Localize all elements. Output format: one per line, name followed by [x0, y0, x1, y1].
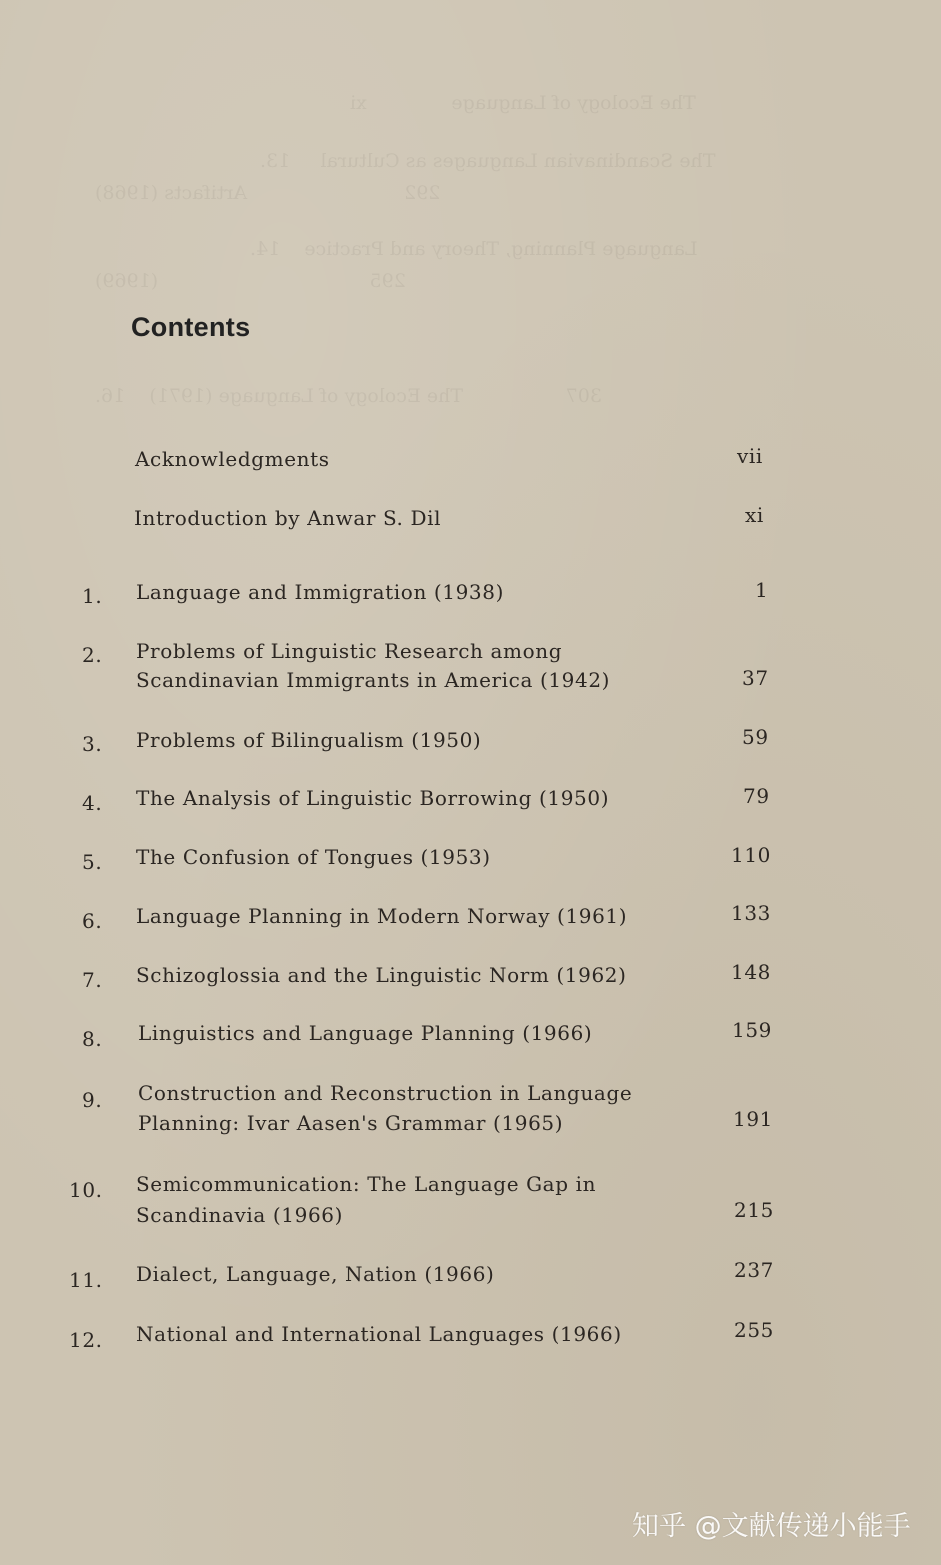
chapter-number: 3. — [82, 732, 103, 756]
chapter-number: 8. — [82, 1027, 103, 1051]
toc-page-number: 1 — [755, 578, 769, 602]
show-through-text: Language Planning, Theory and Practice 14. — [250, 238, 698, 260]
toc-entry-title: Linguistics and Language Planning (1966) — [138, 1021, 593, 1045]
toc-entry-chapter-9[interactable] — [138, 1081, 632, 1105]
toc-entry-title: Problems of Linguistic Research among — [136, 639, 563, 663]
toc-entry-chapter-9-continued — [138, 1111, 563, 1135]
toc-entry-chapter-5[interactable] — [136, 845, 491, 869]
chapter-number: 5. — [82, 850, 103, 874]
chapter-number: 6. — [82, 909, 103, 933]
toc-entry-title: Dialect, Language, Nation (1966) — [136, 1262, 495, 1286]
toc-entry-title: Scandinavian Immigrants in America (1942) — [136, 668, 611, 692]
toc-entry-chapter-2-continued — [136, 668, 610, 692]
chapter-number: 10. — [69, 1178, 103, 1202]
chapter-number: 7. — [82, 968, 103, 992]
toc-entry-title: The Analysis of Linguistic Borrowing (1950) — [136, 786, 610, 810]
toc-entry-title: Schizoglossia and the Linguistic Norm (1962) — [136, 963, 627, 987]
toc-entry-chapter-3[interactable] — [136, 728, 481, 752]
toc-page-number: 191 — [733, 1107, 773, 1131]
chapter-number: 4. — [82, 791, 103, 815]
toc-entry-chapter-12[interactable] — [136, 1322, 622, 1346]
toc-entry-title: The Confusion of Tongues (1953) — [136, 845, 491, 869]
show-through-text: 307 The Ecology of Language (1971) 16. — [95, 385, 602, 407]
toc-entry-title: Language Planning in Modern Norway (1961) — [136, 904, 628, 928]
toc-entry-title: Problems of Bilingualism (1950) — [136, 728, 482, 752]
toc-entry-title: Semicommunication: The Language Gap in — [136, 1172, 597, 1196]
toc-entry-title: Introduction by Anwar S. Dil — [134, 506, 442, 530]
toc-page-number: vii — [737, 444, 763, 468]
toc-page-number: 148 — [731, 960, 771, 984]
toc-page-number: 159 — [732, 1018, 772, 1042]
toc-page-number: 37 — [742, 666, 769, 690]
toc-entry-title: National and International Languages (1966) — [136, 1322, 622, 1346]
toc-entry-chapter-4[interactable] — [136, 786, 609, 810]
toc-entry-chapter-11[interactable] — [136, 1262, 494, 1286]
toc-entry-title: Construction and Reconstruction in Language — [138, 1081, 633, 1105]
toc-entry-title: Language and Immigration (1938) — [136, 580, 504, 604]
toc-page-number: 255 — [734, 1318, 774, 1342]
toc-entry-chapter-8[interactable] — [138, 1021, 592, 1045]
chapter-number: 1. — [82, 584, 103, 608]
chapter-number: 12. — [69, 1328, 103, 1352]
toc-entry-chapter-7[interactable] — [136, 963, 627, 987]
toc-entry-chapter-10[interactable] — [136, 1172, 596, 1196]
toc-page-number: 79 — [743, 784, 770, 808]
chapter-number: 9. — [82, 1088, 103, 1112]
toc-page-number: 215 — [734, 1198, 774, 1222]
toc-entry-chapter-6[interactable] — [136, 904, 627, 928]
toc-entry-chapter-1[interactable] — [136, 580, 504, 604]
toc-entry-title: Scandinavia (1966) — [136, 1203, 343, 1227]
toc-entry-title: Planning: Ivar Aasen's Grammar (1965) — [138, 1111, 564, 1135]
toc-page-number: 133 — [731, 901, 771, 925]
chapter-number: 11. — [69, 1268, 103, 1292]
toc-page-number: 110 — [731, 843, 771, 867]
show-through-text: 295 (1969) — [95, 270, 406, 292]
watermark-text: 知乎 @文献传递小能手 — [632, 1511, 911, 1542]
chapter-number: 2. — [82, 643, 103, 667]
show-through-text: The Scandinavian Languages as Cultural 13. — [260, 150, 716, 172]
contents-heading: Contents — [131, 312, 251, 342]
toc-page-number: 59 — [742, 725, 769, 749]
show-through-text: 292 Artifacts (1968) — [95, 182, 441, 204]
toc-page-number: 237 — [734, 1258, 774, 1282]
toc-entry-acknowledgments[interactable] — [135, 447, 330, 471]
toc-entry-chapter-2[interactable] — [136, 639, 562, 663]
toc-entry-introduction[interactable] — [134, 506, 441, 530]
toc-page-number: xi — [745, 503, 764, 527]
show-through-text: The Ecology of Language xi — [350, 92, 696, 114]
toc-entry-chapter-10-continued — [136, 1203, 343, 1227]
toc-entry-title: Acknowledgments — [135, 447, 330, 471]
